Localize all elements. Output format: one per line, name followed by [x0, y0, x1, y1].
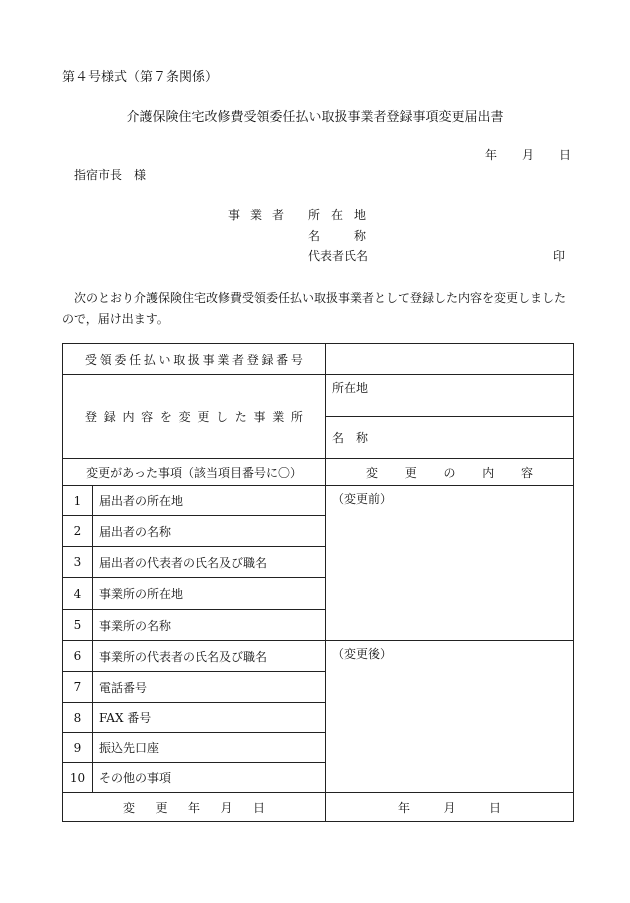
registration-number-field[interactable] [326, 344, 574, 375]
change-date-value-chars [398, 799, 501, 816]
changed-office-label-chars [85, 408, 303, 425]
office-name-label: 名 称 [332, 431, 369, 445]
change-date-label-char: 更 [155, 800, 168, 815]
registration-number-label-char: 扱 [187, 352, 200, 367]
form-number: 第４号様式（第７条関係） [62, 70, 219, 85]
content-header-char: の [443, 465, 456, 480]
change-date-value-char: 月 [443, 800, 456, 815]
before-change-label: （変更前） [332, 492, 393, 506]
item-label: FAX 番号 [93, 703, 326, 733]
changed-office-label-char: 内 [122, 410, 135, 424]
sender-location-label [308, 206, 366, 223]
addressee: 指宿市長 様 [74, 168, 147, 182]
items-header: 変更があった事項（該当項目番号に〇） [63, 459, 326, 486]
sender-name-label [308, 227, 366, 244]
after-change-label: （変更後） [332, 647, 393, 661]
document-title: 介護保険住宅改修費受領委任払い取扱事業者登録事項変更届出書 [126, 110, 504, 125]
sender-representative-label: 代表者氏名 [308, 249, 369, 263]
date-year: 年 [485, 148, 498, 162]
registration-number-label-char: 任 [129, 352, 142, 367]
sender-role-char: 事 [228, 208, 241, 222]
after-change-field[interactable] [326, 641, 574, 793]
items-header-row [63, 459, 574, 486]
before-change-field[interactable] [326, 486, 574, 641]
item-number[interactable]: 6 [63, 641, 93, 672]
registration-number-label-char: い [158, 352, 171, 367]
item-label: 電話番号 [93, 672, 326, 703]
change-form-table [62, 343, 574, 822]
office-location-label: 所在地 [332, 381, 369, 395]
sender-location-char: 所 [308, 208, 321, 222]
registration-number-label-chars [85, 351, 303, 368]
content-header-char: 変 [366, 465, 379, 480]
item-number[interactable]: 7 [63, 672, 93, 703]
sender-name-char: 名 [308, 229, 321, 243]
sender-role-label [228, 206, 284, 223]
item-label: 振込先口座 [93, 733, 326, 763]
table-row [63, 486, 574, 516]
item-label: 届出者の名称 [93, 516, 326, 547]
sender-name-char: 称 [353, 229, 366, 243]
changed-office-label-char: 事 [253, 410, 266, 424]
content-header-char: 更 [404, 465, 417, 480]
registration-number-label-char: 委 [114, 352, 127, 367]
item-label: 事業所の所在地 [93, 578, 326, 610]
body-text-content: 次のとおり介護保険住宅改修費受領委任払い取扱事業者として登録した内容を変更しましたので，届け出ます。 [62, 291, 567, 326]
changed-office-label-char: 所 [290, 410, 303, 424]
sender-role-char: 者 [271, 208, 284, 222]
change-date-label-char: 月 [220, 800, 233, 815]
office-location-field[interactable] [326, 375, 574, 417]
sender-location-char: 在 [330, 208, 343, 222]
item-label: その他の事項 [93, 763, 326, 793]
changed-office-label-char: 業 [272, 410, 285, 424]
office-location-row [63, 375, 574, 417]
changed-office-label-char: 更 [197, 410, 210, 424]
sender-location-char: 地 [353, 208, 366, 222]
registration-number-label-char: 取 [173, 352, 186, 367]
changed-office-label-char: し [216, 410, 229, 424]
registration-number-label-char: 受 [85, 352, 98, 367]
item-number[interactable]: 4 [63, 578, 93, 610]
change-date-field[interactable] [326, 793, 574, 822]
changed-office-label [63, 375, 326, 459]
item-label: 事業所の名称 [93, 610, 326, 641]
changed-office-label-char: 登 [85, 410, 98, 424]
registration-number-label-char: 号 [290, 352, 303, 367]
item-number[interactable]: 9 [63, 733, 93, 763]
registration-number-label-char: 払 [143, 352, 156, 367]
change-date-label [63, 793, 326, 822]
changed-office-label-char: た [234, 410, 247, 424]
item-number[interactable]: 8 [63, 703, 93, 733]
registration-number-label-char: 業 [217, 352, 230, 367]
item-label: 届出者の代表者の氏名及び職名 [93, 547, 326, 578]
registration-number-label-char: 録 [261, 352, 274, 367]
change-date-label-char: 日 [253, 800, 266, 815]
registration-number-label-char: 者 [232, 352, 245, 367]
registration-number-label-char: 登 [246, 352, 259, 367]
item-label: 届出者の所在地 [93, 486, 326, 516]
changed-office-label-char: を [159, 410, 172, 424]
registration-number-label-char: 番 [276, 352, 289, 367]
content-header-char: 内 [482, 465, 495, 480]
registration-number-row [63, 344, 574, 375]
date-month: 月 [521, 148, 534, 162]
item-number[interactable]: 2 [63, 516, 93, 547]
content-header-chars [366, 464, 533, 481]
registration-number-label-char: 領 [99, 352, 112, 367]
item-number[interactable]: 1 [63, 486, 93, 516]
change-date-row [63, 793, 574, 822]
changed-office-label-char: 変 [178, 410, 191, 424]
change-date-value-char: 年 [398, 800, 411, 815]
content-header-char: 容 [520, 465, 533, 480]
item-label: 事業所の代表者の氏名及び職名 [93, 641, 326, 672]
registration-number-label-char: 事 [202, 352, 215, 367]
office-name-field[interactable] [326, 417, 574, 459]
item-number[interactable]: 3 [63, 547, 93, 578]
change-date-label-char: 変 [123, 800, 136, 815]
sender-role-char: 業 [249, 208, 262, 222]
item-number[interactable]: 10 [63, 763, 93, 793]
item-number[interactable]: 5 [63, 610, 93, 641]
submission-date [485, 146, 571, 163]
change-date-label-char: 年 [188, 800, 201, 815]
change-date-value-char: 日 [488, 800, 501, 815]
seal-mark: 印 [553, 249, 566, 263]
table-row [63, 641, 574, 672]
content-header [326, 459, 574, 486]
change-date-label-chars [123, 799, 265, 816]
changed-office-label-char: 録 [103, 410, 116, 424]
date-day: 日 [558, 148, 571, 162]
changed-office-label-char: 容 [141, 410, 154, 424]
registration-number-label [63, 344, 326, 375]
body-text [62, 288, 572, 330]
